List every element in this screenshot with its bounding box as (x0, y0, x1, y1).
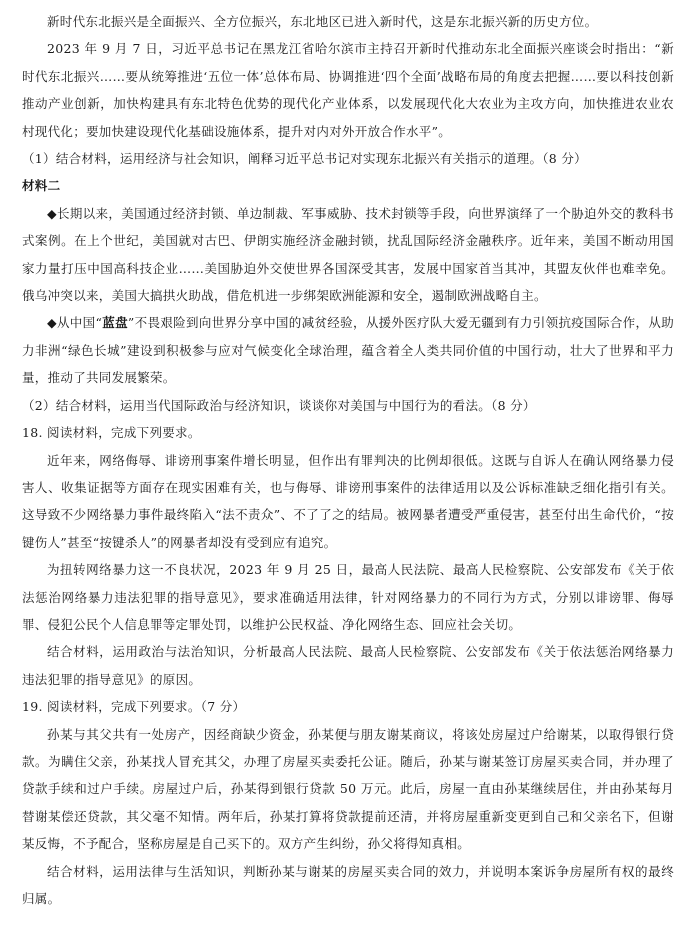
material2-item-2-text-a: 从中国“ (56, 315, 103, 331)
question-17-1: （1）结合材料，运用经济与社会知识，阐释习近平总书记对实现东北振兴有关指示的道理。（8 分） (22, 151, 587, 167)
question-17-2: （2）结合材料，运用当代国际政治与经济知识，谈谈你对美国与中国行为的看法。（8 分） (22, 397, 536, 413)
question-18-paragraph-2: 为扭转网络暴力这一不良状况，2023 年 9 月 25 日，最高人民法院、最高人民检察院、公安部发布《关于依法惩治网络暴力违法犯罪的指导意见》，要求准确适用法律，针对网络暴力的不同行为方式，分别以诽谤罪、侮辱罪、侵犯公民个人信息罪等定罪处罚，以维护公民权益、净化网络生态、回应社会关切。 (22, 562, 674, 632)
question-19-title: 19. 阅读材料，完成下列要求。（7 分） (22, 699, 246, 715)
material2-item-2 (22, 309, 674, 391)
material2-item-1 (22, 200, 674, 310)
bullet-diamond-icon: ◆ (47, 205, 57, 221)
question-19-paragraph-1: 孙某与其父共有一处房产，因经商缺少资金，孙某便与朋友谢某商议，将该处房屋过户给谢某，以取得银行贷款。为瞒住父亲，孙某找人冒充其父，办理了房屋买卖委托公证。随后，孙某与谢某签订房屋买卖合同，并办理了贷款手续和过户手续。房屋过户后，孙某得到银行贷款 50 万元。此后，房屋一直由孙某继续居住，并由孙某每月替谢某偿还贷款，其父毫不知情。两年后，孙某打算将贷款提前还清，并将房屋重新变更到自己和父亲名下，但谢某反悔，不予配合，坚称房屋是自己买下的。双方产生纠纷，孙父将得知真相。 (22, 726, 674, 852)
question-19-prompt: 结合材料，运用法律与生活知识，判断孙某与谢某的房屋买卖合同的效力，并说明本案诉争房屋所有权的最终归属。 (22, 863, 674, 906)
question-18-prompt: 结合材料，运用政治与法治知识，分析最高人民法院、最高人民检察院、公安部发布《关于依法惩治网络暴力违法犯罪的指导意见》的原因。 (22, 644, 674, 687)
bullet-diamond-icon: ◆ (47, 315, 57, 331)
question-18-paragraph-1: 近年来，网络侮辱、诽谤刑事案件增长明显，但作出有罪判决的比例却很低。这既与自诉人在确认网络暴力侵害人、收集证据等方面存在现实困难有关，也与侮辱、诽谤刑事案件的法律适用以及公诉标准缺乏细化指引有关。这导致不少网络暴力事件最终陷入“法不责众”、不了了之的结局。被网暴者遭受严重侵害，甚至付出生命代价，“按键伤人”甚至“按键杀人”的网暴者却没有受到应有追究。 (22, 452, 674, 550)
material1-paragraph-2: 2023 年 9 月 7 日，习近平总书记在黑龙江省哈尔滨市主持召开新时代推动东北全面振兴座谈会时指出：“新时代东北振兴……要从统筹推进‘五位一体’总体布局、协调推进‘四个全面’战略布局的角度去把握……要以科技创新推动产业创新，加快构建具有东北特色优势的现代化产业体系，以发展现代化大农业为主攻方向，加快推进农业农村现代化；要加快建设现代化基础设施体系，提升对内对外开放合作水平”。 (22, 41, 674, 139)
material2-heading: 材料二 (22, 178, 61, 194)
material2-item-1-text: 长期以来，美国通过经济封锁、单边制裁、军事威胁、技术封锁等手段，向世界演绎了一个胁迫外交的教科书式案例。在上个世纪，美国就对古巴、伊朗实施经济金融封锁，扰乱国际经济金融秩序。近年来，美国不断动用国家力量打压中国高科技企业……美国胁迫外交使世界各国深受其害，发展中国家首当其冲，其盟友伙伴也难幸免。俄乌冲突以来，美国大搞拱火助战，借危机进一步绑架欧洲能源和安全，遏制欧洲战略自主。 (22, 205, 674, 304)
material1-paragraph-1: 新时代东北振兴是全面振兴、全方位振兴，东北地区已进入新时代，这是东北振兴新的历史方位。 (47, 14, 598, 29)
material2-item-2-highlight: 蓝盘 (102, 315, 128, 331)
question-18-title: 18. 阅读材料，完成下列要求。 (22, 425, 201, 441)
material2-item-2-text-b: ”不畏艰险到向世界分享中国的减贫经验，从援外医疗队大爱无疆到有力引领抗疫国际合作，从助力非洲“绿色长城”建设到积极参与应对气候变化全球治理，蕴含着全人类共同价值的中国行动，壮大了世界和平力量，推动了共同发展繁荣。 (22, 315, 674, 386)
